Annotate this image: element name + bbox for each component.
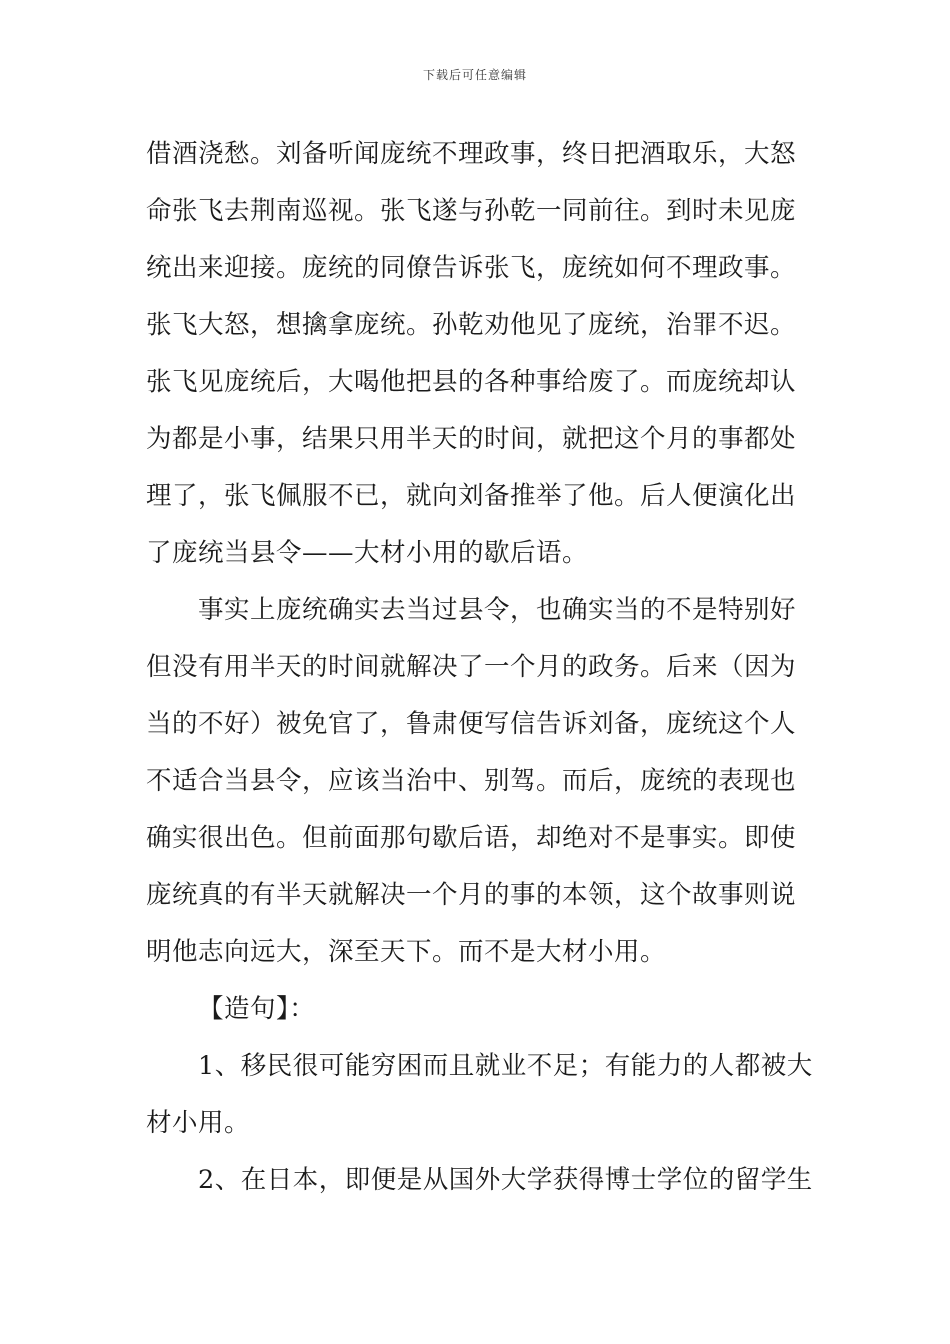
document-body (146, 126, 813, 1209)
text-line: 事实上庞统确实去当过县令，也确实当的不是特别好 (198, 595, 797, 625)
paragraph-2 (146, 582, 806, 981)
text-line: 材小用。 (146, 1108, 251, 1138)
text-line: 明他志向远大，深至天下。而不是大材小用。 (146, 937, 667, 967)
header-note: 下载后可任意编辑 (422, 68, 527, 82)
text-line: 为都是小事，结果只用半天的时间，就把这个月的事都处 (146, 424, 797, 454)
section-heading: 【造句】： (198, 994, 316, 1024)
example-sentence-2 (146, 1152, 813, 1209)
text-line: 借酒浇愁。刘备听闻庞统不理政事，终日把酒取乐，大怒 (146, 139, 797, 169)
text-line: 不适合当县令，应该当治中、别驾。而后，庞统的表现也 (146, 766, 797, 796)
text-line: 张飞见庞统后，大喝他把县的各种事给废了。而庞统却认 (146, 367, 797, 397)
text-line: 确实很出色。但前面那句歇后语，却绝对不是事实。即使 (146, 823, 797, 853)
text-line: 统出来迎接。庞统的同僚告诉张飞，庞统如何不理政事。 (146, 253, 797, 283)
text-line: 庞统真的有半天就解决一个月的事的本领，这个故事则说 (146, 880, 797, 910)
text-line: 命张飞去荆南巡视。张飞遂与孙乾一同前往。到时未见庞 (146, 196, 797, 226)
text-line: 张飞大怒，想擒拿庞统。孙乾劝他见了庞统，治罪不迟。 (146, 310, 797, 340)
paragraph-1 (146, 126, 806, 582)
text-line: 理了，张飞佩服不已，就向刘备推举了他。后人便演化出 (146, 481, 797, 511)
text-line: 了庞统当县令——大材小用的歇后语。 (146, 538, 589, 568)
text-line: 1、移民很可能穷困而且就业不足；有能力的人都被大 (198, 1051, 813, 1081)
text-line: 2、在日本，即便是从国外大学获得博士学位的留学生 (198, 1165, 813, 1195)
example-sentence-1 (146, 1038, 813, 1152)
text-line: 但没有用半天的时间就解决了一个月的政务。后来（因为 (146, 652, 797, 682)
text-line: 当的不好）被免官了，鲁肃便写信告诉刘备，庞统这个人 (146, 709, 797, 739)
